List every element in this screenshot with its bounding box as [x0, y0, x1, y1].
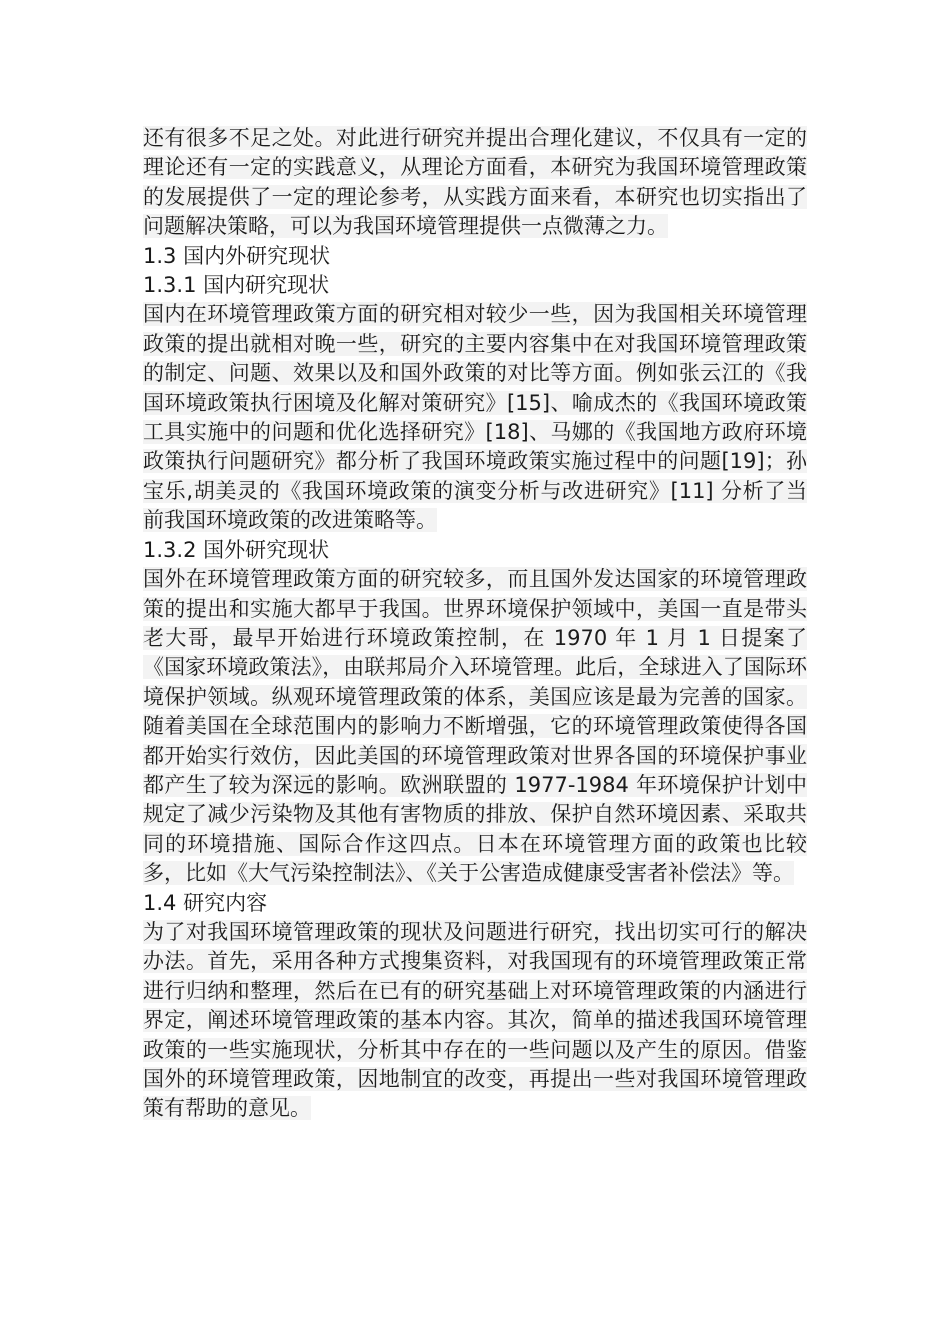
section-heading-1-4 [143, 889, 807, 918]
section-number: 1.4 [143, 890, 184, 915]
domestic-research-paragraph [143, 300, 807, 535]
section-number: 1.3.2 [143, 537, 204, 562]
section-title: 研究内容 [183, 890, 268, 915]
section-title: 国内外研究现状 [183, 243, 331, 268]
foreign-research-text: 国外在环境管理政策方面的研究较多，而且国外发达国家的环境管理政策的提出和实施大都早于我国。世界环境保护领域中，美国一直是带头老大哥，最早开始进行环境政策控制，在 1970 年 1 月 1 日提案了《国家环境政策法》，由联邦局介入环境管理。此后，全球进入了国际环境保护领域。纵观环境管理政策的体系，美国应该是最为完善的国家。随着美国在全球范围内的影响力不断增强，它的环境管理政策使得各国都开始实行效仿，因此美国的环境管理政策对世界各国的环境保护事业都产生了较为深远的影响。欧洲联盟的 1977-1984 年环境保护计划中规定了减少污染物及其他有害物质的排放、保护自然环境因素、采取共同的环境措施、国际合作这四点。日本在环境管理方面的政策也比较多，比如《大气污染控制法》、《关于公害造成健康受害者补偿法》等。 [143, 567, 807, 886]
intro-paragraph [143, 124, 807, 242]
section-title: 国内研究现状 [203, 273, 330, 298]
section-number: 1.3 [143, 243, 184, 268]
section-heading-1-3-1 [143, 271, 807, 300]
document-body [143, 124, 807, 1124]
intro-paragraph-text: 还有很多不足之处。对此进行研究并提出合理化建议，不仅具有一定的理论还有一定的实践意义，从理论方面看，本研究为我国环境管理政策的发展提供了一定的理论参考，从实践方面来看，本研究也切实指出了问题解决策略，可以为我国环境管理提供一点微薄之力。 [143, 126, 807, 239]
section-heading-1-3-2 [143, 536, 807, 565]
domestic-research-text: 国内在环境管理政策方面的研究相对较少一些，因为我国相关环境管理政策的提出就相对晚一些，研究的主要内容集中在对我国环境管理政策的制定、问题、效果以及和国外政策的对比等方面。例如张云江的《我国环境政策执行困境及化解对策研究》[15]、喻成杰的《我国环境政策工具实施中的问题和优化选择研究》[18]、马娜的《我国地方政府环境政策执行问题研究》都分析了我国环境政策实施过程中的问题[19]；孙宝乐,胡美灵的《我国环境政策的演变分析与改进研究》[11] 分析了当前我国环境政策的改进策略等。 [143, 302, 807, 533]
section-heading-1-3 [143, 242, 807, 271]
section-number: 1.3.1 [143, 273, 204, 298]
section-title: 国外研究现状 [203, 537, 330, 562]
research-content-paragraph [143, 918, 807, 1124]
research-content-text: 为了对我国环境管理政策的现状及问题进行研究，找出切实可行的解决办法。首先，采用各种方式搜集资料，对我国现有的环境管理政策正常进行归纳和整理，然后在已有的研究基础上对环境管理政策的内涵进行界定，阐述环境管理政策的基本内容。其次，简单的描述我国环境管理政策的一些实施现状，分析其中存在的一些问题以及产生的原因。借鉴国外的环境管理政策，因地制宜的改变，再提出一些对我国环境管理政策有帮助的意见。 [143, 919, 807, 1121]
foreign-research-paragraph [143, 565, 807, 888]
